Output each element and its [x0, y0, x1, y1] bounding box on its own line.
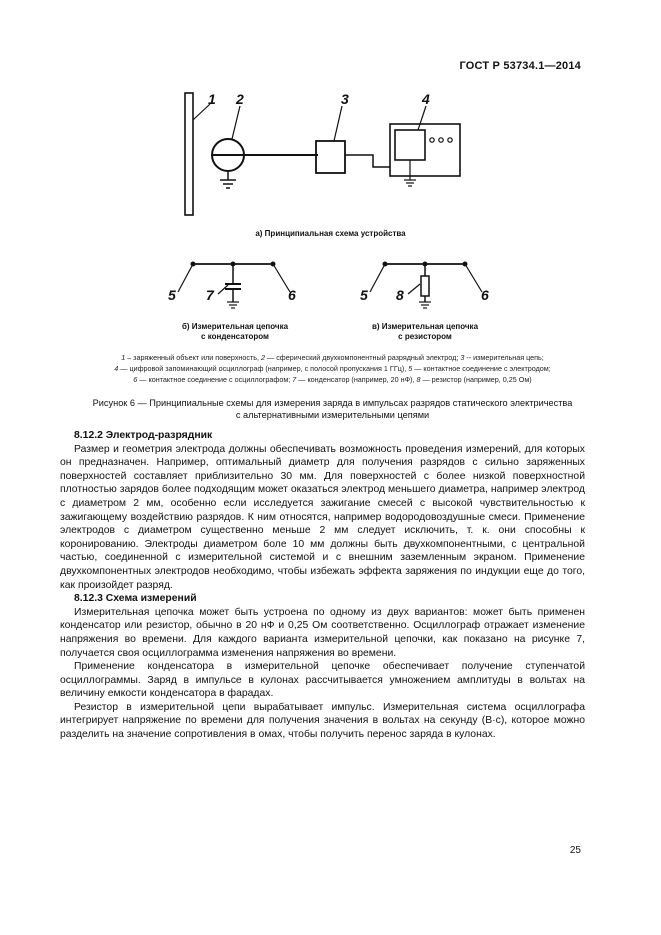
caption-a: а) Принципиальная схема устройства — [255, 229, 406, 238]
section-heading-8-12-2: 8.12.2 Электрод-разрядник — [74, 430, 213, 441]
document-header: ГОСТ Р 53734.1—2014 — [459, 60, 581, 72]
caption-v: в) Измерительная цепочка с резистором — [371, 322, 479, 341]
charged-object — [185, 93, 193, 215]
document-body — [60, 429, 585, 742]
paragraph: Измерительная цепочка может быть устроена по одному из двух вариантов: может быть применен конденсатор или резистор, обычно в 20 нФ и 0,25 Ом соответственно. Осциллограф отражает изменение напряжения во времени. Для каждого варианта измерительной цепочки, как показано на рисунке 7, получается своя осциллограмма изменения напряжения во времени. — [60, 606, 585, 659]
page-number: 25 — [569, 845, 581, 856]
label-5-b: 5 — [168, 287, 176, 303]
label-1: 1 — [208, 91, 216, 107]
figure-caption: Рисунок 6 — Принципиальные схемы для измерения заряда в импульсах разрядов статического электричества с альтернативными измерительными цепями — [92, 398, 573, 420]
label-3: 3 — [341, 91, 349, 107]
label-6-c: 6 — [481, 287, 489, 303]
label-6-b: 6 — [288, 287, 296, 303]
figure-legend: 1 – заряженный объект или поверхность, 2 — сферический двухкомпонентный разрядный электрод; 3 -- измерительная цепь; 4 — цифровой запоминающий осциллограф (например, с полосой пропускания 1 ГГц), 5 — контактное соединение с электродом; 6 — контактное соединение с осциллографом; 7 — конденсатор (например, 20 нФ), 8 — резистор (например, 0,25 Ом) — [114, 353, 551, 384]
label-2: 2 — [236, 91, 244, 107]
resistor — [421, 276, 429, 296]
paragraph: Резистор в измерительной цепи вырабатывает импульс. Измерительная система осциллографа интегрирует напряжение по времени для получения значения в вольтах на секунду (В·с), которое можно разделить на значение сопротивления в омах, чтобы получить перенос заряда в кулонах. — [60, 701, 585, 741]
label-5-c: 5 — [360, 287, 368, 303]
caption-b: б) Измерительная цепочка с конденсатором — [181, 322, 289, 341]
paragraph: Размер и геометрия электрода должны обеспечивать возможность проведения измерений, для которых он предназначен. Например, оптимальный диаметр для получения разрядов с сильно заряженных поверхностей составляет приблизительно 30 мм. Для поверхностей с более низкой поверхностной плотностью зарядов более подходящим может оказаться электрод меньшего диаметра, например электрод с диаметром 2 мм, особенно если исследуется зажигание смесей с высокой чувствительностью к зажигающему воздействию разрядов. К ним относятся, например водородовоздушные смеси. Применение электродов с диаметром существенно меньше 2 мм следует исключить, т. к. они способны к коронированию. Электроды диаметром боле 10 мм должны быть двухкомпонентными, с центральной частью, соединенной с измерительной системой и с внешним заземленным экраном. Применение двухкомпонентных электродов необходимо, чтобы избежать эффекта заряжения по индукции еще до того, как произойдет разряд. — [60, 443, 585, 591]
label-4: 4 — [422, 91, 430, 107]
label-7: 7 — [206, 287, 214, 303]
paragraph: Применение конденсатора в измерительной цепочке обеспечивает получение ступенчатой осциллограммы. Заряд в импульсе в кулонах рассчитывается умножением амплитуды в вольтах на величину емкости конденсатора в фарадах. — [60, 661, 585, 700]
figure-6-diagram — [0, 85, 661, 325]
label-8: 8 — [396, 287, 404, 303]
measuring-circuit-box — [316, 141, 345, 173]
section-heading-8-12-3: 8.12.3 Схема измерений — [74, 593, 197, 605]
